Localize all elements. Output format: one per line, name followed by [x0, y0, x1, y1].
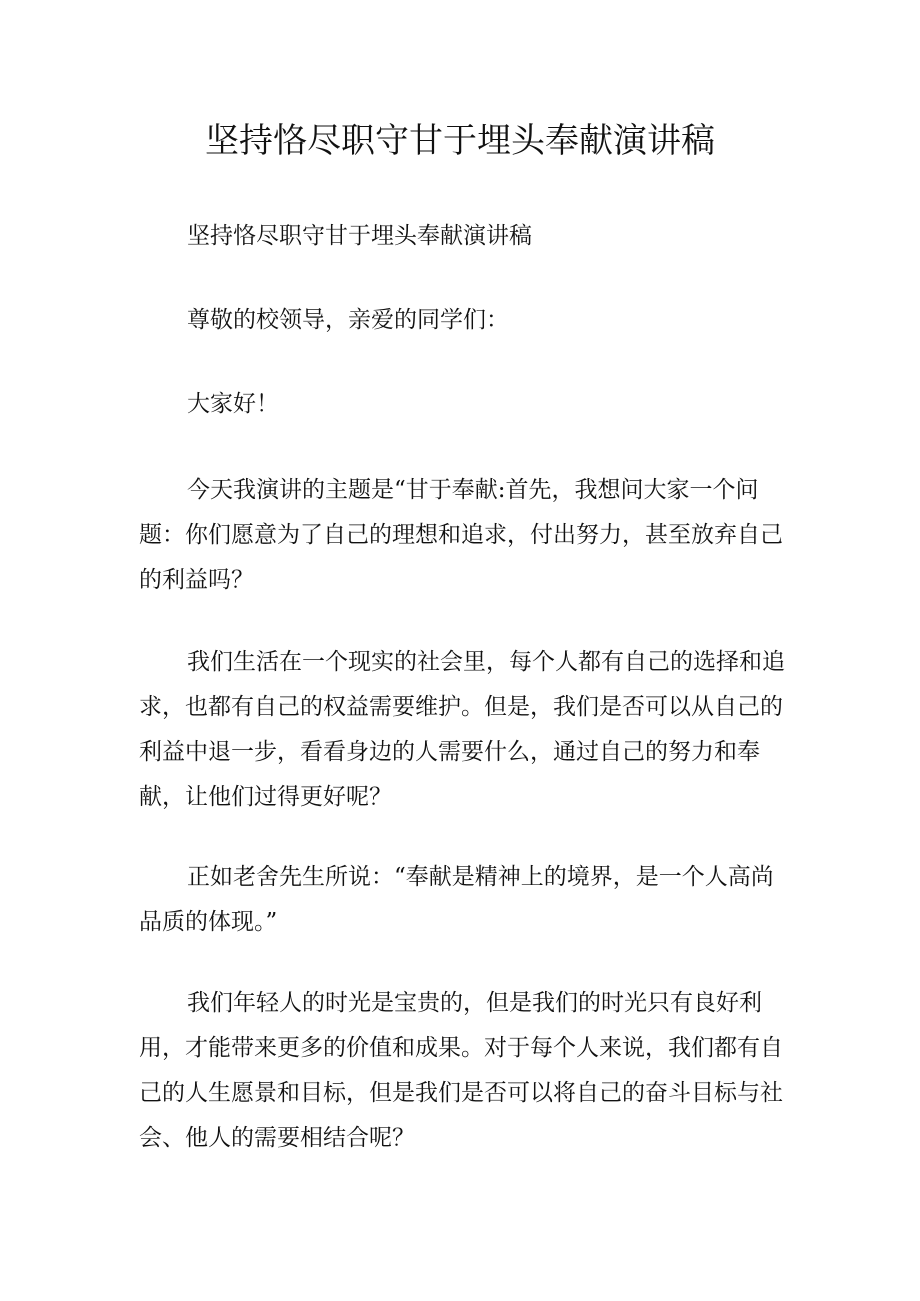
document-title: 坚持恪尽职守甘于埋头奉献演讲稿	[205, 121, 715, 161]
paragraph-body: 今天我演讲的主题是“甘于奉献:首先，我想问大家一个问题：你们愿意为了自己的理想和追求，付出努力，甚至放弃自己的利益吗？	[139, 477, 783, 593]
paragraph-heading-repeat: 坚持恪尽职守甘于埋头奉献演讲稿	[187, 223, 532, 249]
paragraph-body: 我们年轻人的时光是宝贵的，但是我们的时光只有良好利用，才能带来更多的价值和成果。对于每个人来说，我们都有自己的人生愿景和目标，但是我们是否可以将自己的奋斗目标与社会、他人的需要相结合呢？	[139, 990, 783, 1151]
paragraph-salutation: 尊敬的校领导，亲爱的同学们：	[187, 307, 509, 333]
paragraph-quote: 正如老舍先生所说：“奉献是精神上的境界，是一个人高尚品质的体现。”	[139, 864, 774, 935]
paragraph-greeting: 大家好！	[187, 391, 279, 417]
paragraph-body: 我们生活在一个现实的社会里，每个人都有自己的选择和追求，也都有自己的权益需要维护。但是，我们是否可以从自己的利益中退一步，看看身边的人需要什么，通过自己的努力和奉献，让他们过得更好呢？	[139, 649, 785, 810]
